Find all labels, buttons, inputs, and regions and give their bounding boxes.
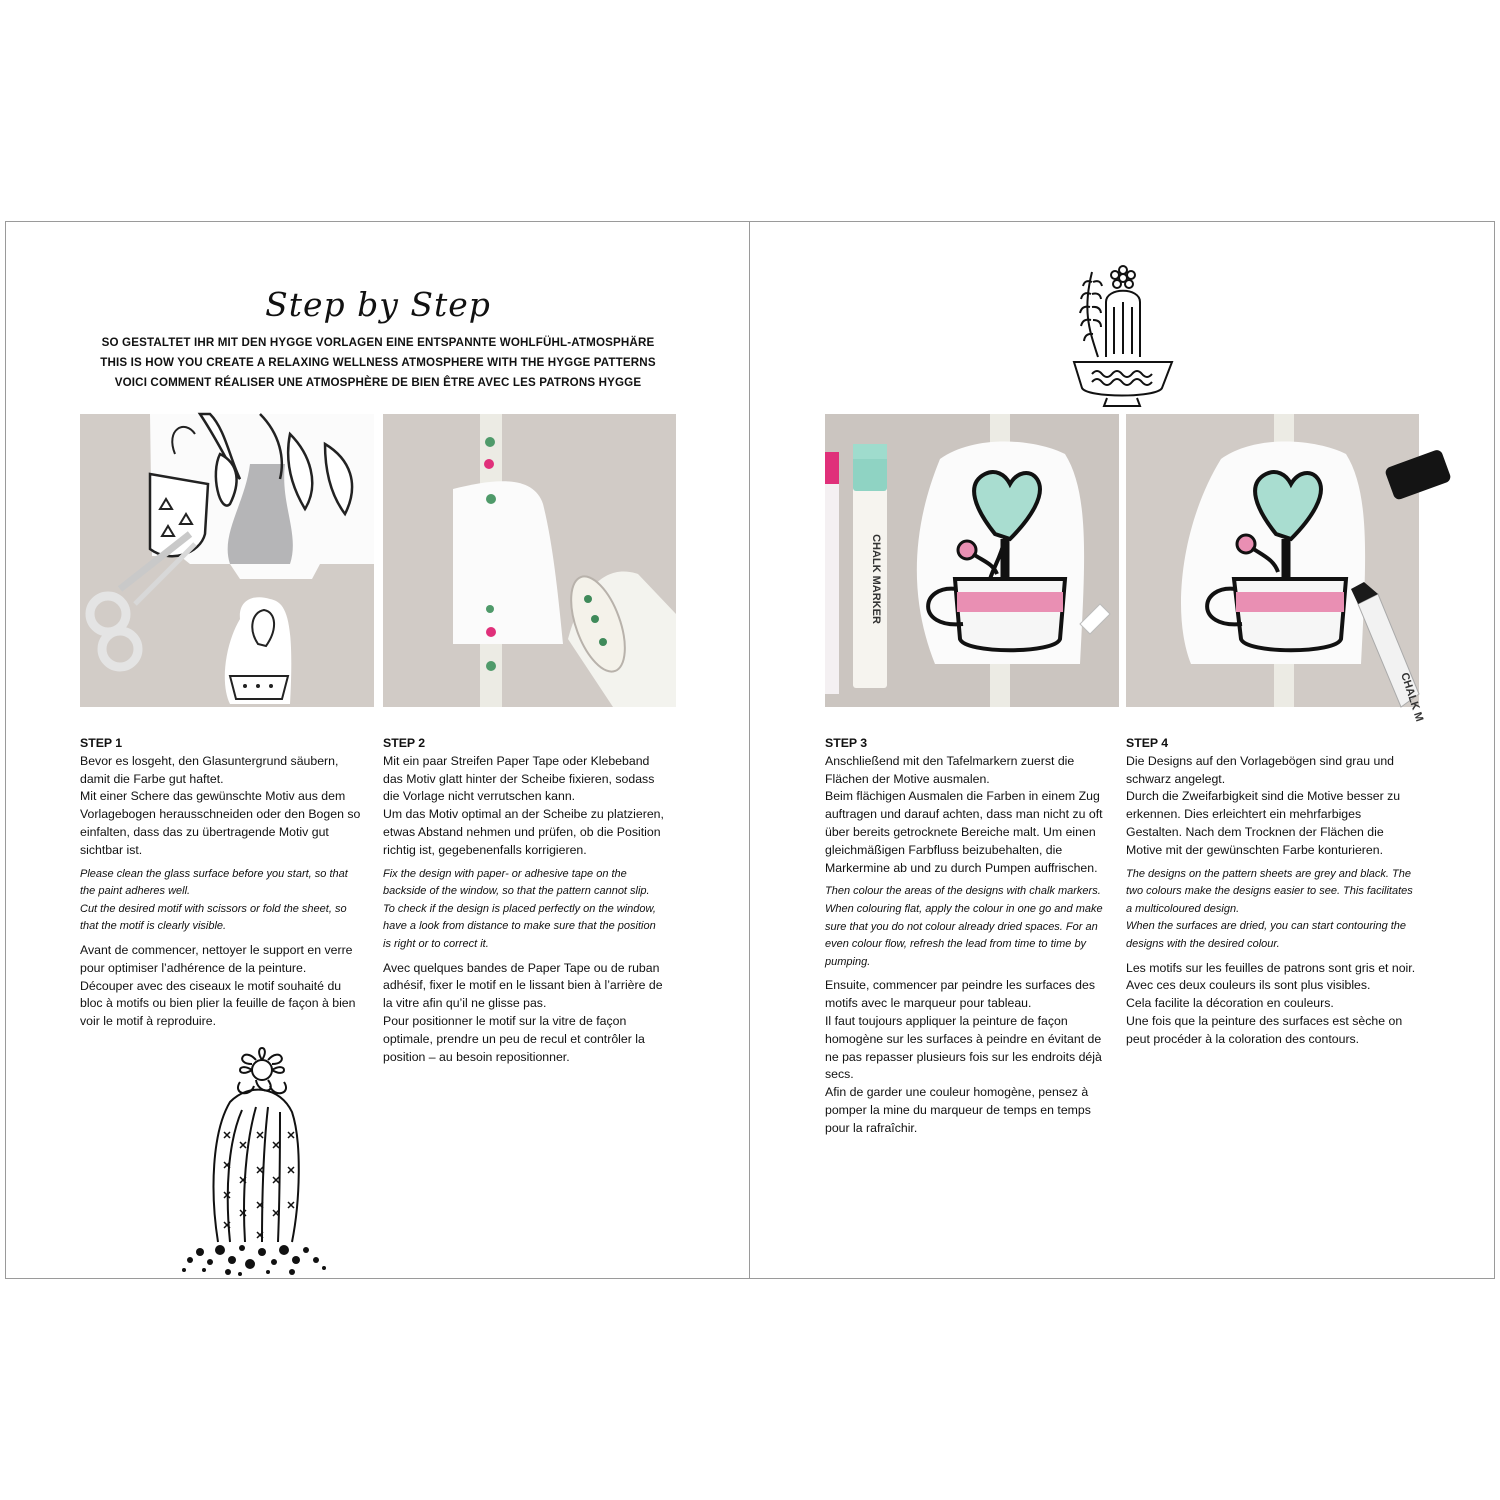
step4-fr-line: Avec ces deux couleurs ils sont plus visibles. — [1126, 978, 1371, 993]
step4-text — [1126, 735, 1416, 1055]
step2-de-line: Um das Motiv optimal an der Scheibe zu platzieren, etwas Abstand nehmen und prüfen, ob die Position richtig ist, gegebenenfalls korrigieren. — [383, 807, 664, 857]
step3-text — [825, 735, 1109, 1144]
step3-fr-line: Il faut toujours appliquer la peinture de façon homogène sur les surfaces à peindre en évitant de ne pas repasser plusieurs fois sur les endroits déjà secs. — [825, 1013, 1102, 1082]
step3-photo — [825, 414, 1119, 707]
step4-en-line: When the surfaces are dried, you can start contouring the designs with the desired colour. — [1126, 920, 1407, 950]
step1-en-line: Please clean the glass surface before you start, so that the paint adheres well. — [80, 867, 348, 898]
step2-de-line: Mit ein paar Streifen Paper Tape oder Klebeband das Motiv glatt hinter der Scheibe fixieren, sodass die Vorlage nicht verrutschen kann. — [383, 753, 655, 804]
step2-fr-line: Pour positionner le motif sur la vitre de façon optimale, prendre un peu de recul et contrôler la position – au besoin repositionner. — [383, 1013, 645, 1064]
step1-de-line: Bevor es losgeht, den Glasuntergrund säubern, damit die Farbe gut haftet. — [80, 753, 339, 786]
step1-fr-line: Avant de commencer, nettoyer le support en verre pour optimiser l’adhérence de la peinture. — [80, 942, 353, 975]
step4-fr-line: Une fois que la peinture des surfaces est sèche on peut procéder à la coloration des contours. — [1126, 1013, 1403, 1046]
step4-fr-line: Les motifs sur les feuilles de patrons sont gris et noir. — [1126, 960, 1416, 975]
step2-fr-line: Avec quelques bandes de Paper Tape ou de ruban adhésif, fixer le motif en le lissant bien à l’arrière de la vitre afin qu’il ne glisse pas. — [383, 960, 663, 1011]
step1-photo — [80, 414, 374, 707]
cactus-bowl-illustration — [1062, 262, 1182, 407]
step3-en-line: Then colour the areas of the designs with chalk markers. When colouring flat, apply the colour in one go and make sure that you do not colour already dried spaces. For an even colour flow, refresh the lead from time to time by pumping. — [825, 885, 1103, 968]
step3-fr-line: Afin de garder une couleur homogène, pensez à pomper la mine du marqueur de temps en temps pour la rafraîchir. — [825, 1085, 1091, 1135]
subtitle-de: SO GESTALTET IHR MIT DEN HYGGE VORLAGEN EINE ENTSPANNTE WOHLFÜHL-ATMOSPHÄRE — [101, 336, 655, 349]
step1-text — [80, 735, 362, 1037]
step2-en-line: Fix the design with paper- or adhesive tape on the backside of the window, so that the pattern cannot slip. — [383, 867, 650, 898]
step2-text — [383, 735, 665, 1072]
step3-heading: STEP 3 — [825, 736, 868, 750]
step4-de-line: Durch die Zweifarbigkeit sind die Motive besser zu erkennen. Dies erleichtert ein mehrfarbiges Gestalten. Nach dem Trocknen der Flächen die Motive mit der gewünschten Farbe konturieren. — [1126, 789, 1401, 857]
step1-fr-line: Découper avec des ciseaux le motif souhaité du bloc à motifs ou bien plier la feuille de façon à bien voir le motif à reproduire. — [80, 978, 356, 1029]
step2-photo — [383, 414, 676, 707]
cactus-illustration — [180, 1042, 330, 1278]
step2-en-line: To check if the design is placed perfectly on the window, have a look from distance to make sure that the position is right or to correct it. — [383, 902, 656, 950]
step3-marker-label: CHALK MARKER — [870, 534, 882, 624]
subtitle-en: THIS IS HOW YOU CREATE A RELAXING WELLNESS ATMOSPHERE WITH THE HYGGE PATTERNS — [100, 356, 656, 369]
step1-heading: STEP 1 — [80, 736, 123, 750]
step3-de-line: Beim flächigen Ausmalen die Farben in einem Zug auftragen und darauf achten, dass man nicht zu oft über bereits getrocknete Bereiche malt. Um einen gleichmäßigen Farbfluss beizubehalten, die Markermine ab und zu durch Pumpen auffrischen. — [825, 789, 1103, 875]
step4-photo — [1126, 414, 1426, 724]
page-title: Step by Step — [265, 285, 491, 324]
step3-fr-line: Ensuite, commencer par peindre les surfaces des motifs avec le marqueur pour tableau. — [825, 978, 1095, 1011]
step2-heading: STEP 2 — [383, 736, 426, 750]
subtitle-fr: VOICI COMMENT RÉALISER UNE ATMOSPHÈRE DE BIEN ÊTRE AVEC LES PATRONS HYGGE — [114, 376, 642, 389]
step4-de-line: Die Designs auf den Vorlagebögen sind grau und schwarz angelegt. — [1126, 753, 1394, 786]
page-gutter — [749, 221, 750, 1279]
step4-heading: STEP 4 — [1126, 736, 1169, 750]
step1-de-line: Mit einer Schere das gewünschte Motiv aus dem Vorlagebogen herausschneiden oder den Bogen so einfalten, dass das zu übertragende Motiv gut sichtbar ist. — [80, 789, 361, 857]
step4-marker-label: CHALK M — [1398, 671, 1426, 724]
step4-fr-line: Cela facilite la décoration en couleurs. — [1126, 996, 1334, 1011]
step1-en-line: Cut the desired motif with scissors or fold the sheet, so that the motif is clearly visible. — [80, 902, 347, 933]
step3-de-line: Anschließend mit den Tafelmarkern zuerst die Flächen der Motive ausmalen. — [825, 753, 1075, 786]
step4-en-line: The designs on the pattern sheets are grey and black. The two colours make the designs easier to see. This facilitates a multicoloured design. — [1126, 867, 1413, 915]
